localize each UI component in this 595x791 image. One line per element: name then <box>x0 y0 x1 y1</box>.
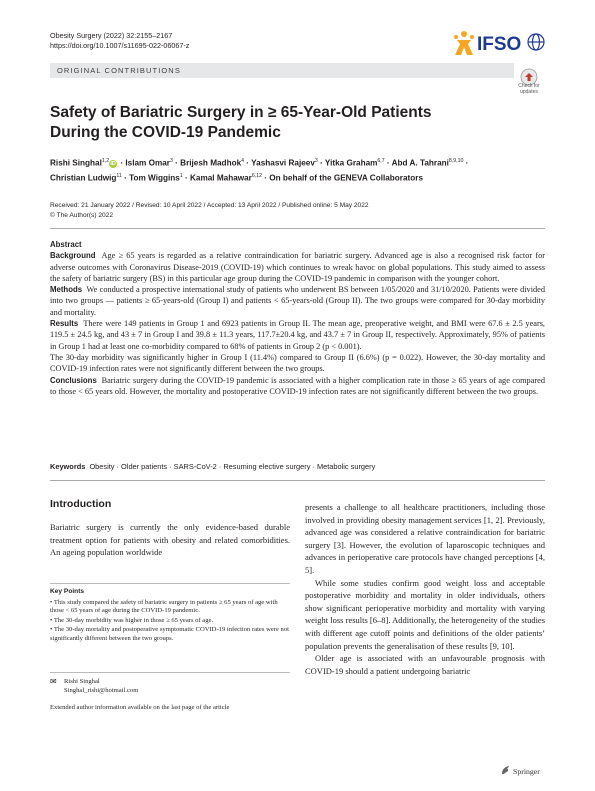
author-name: Rishi Singhal <box>50 158 102 168</box>
copyright: © The Author(s) 2022 <box>50 211 114 219</box>
affiliation-sup: 1,2 <box>101 158 110 164</box>
abstract-heading: Abstract <box>50 240 82 249</box>
intro-paragraph: While some studies confirm good weight loss and acceptable postoperative morbidity and mortality in older individuals, others show significant perioperative morbidity and mortality with varying weight loss results [6–8]. Additionally, the heterogeneity of the studies with different age cutoff points and definitions of the older patients’ population prevents the generalisation of these results [9, 10]. <box>305 577 546 651</box>
author-name: On behalf of the GENEVA Collaborators <box>269 173 424 183</box>
journal-header <box>50 31 189 50</box>
article-title: Safety of Bariatric Surgery in ≥ 65-Year-Old Patients During the COVID-19 Pandemic <box>50 104 432 141</box>
keywords <box>50 462 545 471</box>
introduction-heading: Introduction <box>50 498 112 510</box>
author-name: Brijesh Madhok <box>180 158 242 168</box>
author-name: Christian Ludwig <box>50 173 117 183</box>
extended-author-info: Extended author information available on the last page of the article <box>50 704 230 711</box>
key-point-item: • The 30-day mortality and postoperative symptomatic COVID-19 infection rates were not significantly different between the two groups. <box>50 626 289 642</box>
history-dates: Received: 21 January 2022 / Revised: 10 April 2022 / Accepted: 13 April 2022 / Published online: 5 May 2022 <box>50 202 369 209</box>
keywords-label: Keywords <box>50 462 86 471</box>
intro-paragraph: Bariatric surgery is currently the only evidence-based durable treatment option for patients with obesity and related comorbidities. An ageing population worldwide <box>50 522 290 558</box>
key-points-box <box>50 583 290 644</box>
author-line-1: Rishi Singhal$^{1,2}$iD · Islam Omar$^3$ · Brijesh Madhok$^4$ · Yashasvi Rajeev$^3$ · Yitka Graham$^{6,7}$ · Abd A. Tahrani$^{8,9,10}$ · <box>50 158 469 168</box>
affiliation-sup: 3 <box>169 158 173 164</box>
affiliation-sup: 1 <box>179 173 183 180</box>
contact-email[interactable]: Singhal_rishi@hotmail.com <box>64 687 139 694</box>
affiliation-sup: 11 <box>116 173 122 180</box>
journal-citation: Obesity Surgery (2022) 32:2155–2167 <box>50 31 173 40</box>
introduction-left-column <box>50 521 290 559</box>
check-updates-text[interactable]: Check for updates <box>518 83 540 95</box>
ifso-logo <box>452 28 546 58</box>
abstract-results: Results There were 149 patients in Group 1 and 6923 patients in Group II. The mean age, preoperative weight, and BMI were 67.6 ± 2.5 years, 119.5 ± 24.5 kg, and 43 ± 7 in Group I and 39.8 ± 11.3 years, 117.7±20.4 kg, and 43.7 ± 7 in Group II, respectively. Approximately, 95% of patients in Group 1 had at least one co-morbidity compared to 68% of patients in Group 2 (p < 0.001). <box>50 319 546 351</box>
introduction-right-column <box>305 501 545 677</box>
author-name: Yashasvi Rajeev <box>251 158 315 168</box>
springer-horse-icon <box>501 765 510 775</box>
contact-name: Rishi Singhal <box>64 678 100 685</box>
affiliation-sup: 8,9,10 <box>448 158 464 164</box>
envelope-icon: ✉ <box>50 677 57 686</box>
doi-link[interactable]: https://doi.org/10.1007/s11695-022-06067-z <box>50 40 190 50</box>
abstract-background: Background Age ≥ 65 years is regarded as a relative contraindication for bariatric surgery. Advanced age is also a recognised risk factor for adverse outcomes with Coronavirus Disease-2019 (COVID-19) which continues to wreak havoc on global populations. This study aimed to assess the safety of bariatric surgery (BS) in this particular age group during the COVID-19 pandemic in comparison with the younger cohort. <box>50 251 545 283</box>
author-name: Islam Omar <box>125 158 170 168</box>
orcid-icon[interactable]: iD <box>110 160 116 167</box>
key-points-heading: Key Points <box>50 588 85 595</box>
author-name: Kamal Mahawar <box>189 173 252 183</box>
key-point-item: • The 30-day morbidity was higher in those ≥ 65 years of age. <box>50 616 214 624</box>
abstract-conclusions: Conclusions Bariatric surgery during the COVID-19 pandemic is associated with a higher complication rate in those ≥ 65 years of age compared to those < 65 years old. However, the mortality and postoperative COVID-19 infection rates are not significantly different between the two groups. <box>50 375 545 396</box>
logo-text: IFSO <box>477 34 522 55</box>
publisher-name: Springer <box>513 767 540 776</box>
affiliation-sup: 3 <box>314 158 318 164</box>
abstract <box>50 239 545 397</box>
author-list <box>50 155 550 185</box>
key-point-item: • This study compared the safety of bariatric surgery in patients ≥ 65 years of age with those < 65 years of age during the COVID-19 pandemic. <box>50 598 278 614</box>
section-label: ORIGINAL CONTRIBUTIONS <box>57 66 181 75</box>
author-name: Yitka Graham <box>324 158 378 168</box>
affiliation-sup: 6,7 <box>377 158 385 164</box>
author-line-2: Christian Ludwig$^{11}$ · Tom Wiggins$^1$ · Kamal Mahawar$^{6,12}$ · On behalf of the GENEVA Collaborators <box>50 173 424 183</box>
author-name: Abd A. Tahrani <box>391 158 449 168</box>
publication-dates <box>50 201 369 221</box>
abstract-results-cont: The 30-day morbidity was significantly higher in Group I (11.4%) compared to Group II (6.6%) (p = 0.022). However, the 30-day mortality and COVID-19 infection rates were not significantly different between the two groups. <box>50 352 545 374</box>
springer-footer <box>501 765 540 776</box>
intro-paragraph: Older age is associated with an unfavourable prognosis with COVID-19 should a patient undergoing bariatric <box>305 653 545 676</box>
intro-paragraph: presents a challenge to all healthcare practitioners, including those involved in providing obesity management services [1, 2]. Previously, advanced age was considered a relative contraindication for bariatric surgery [3]. However, the evolution of laparoscopic techniques and advances in perioperative care protocols have changed perceptions [4, 5]. <box>305 502 545 575</box>
divider <box>50 228 545 229</box>
affiliation-sup: 4 <box>241 158 245 164</box>
author-name: Tom Wiggins <box>129 173 180 183</box>
ifso-logo-icon <box>452 28 546 58</box>
keywords-list: Obesity · Older patients · SARS-CoV-2 · Resuming elective surgery · Metabolic surgery <box>89 462 376 471</box>
abstract-methods: Methods We conducted a prospective international study of patients who underwent BS between 1/05/2020 and 31/10/2020. Patients were divided into two groups — patients ≥ 65-years-old (Group I) and patients < 65-years-old (Group II). The two groups were compared for 30-day morbidity and mortality. <box>50 285 545 317</box>
divider <box>50 480 545 481</box>
affiliation-sup: 6,12 <box>251 173 262 180</box>
corresponding-author <box>50 672 290 695</box>
